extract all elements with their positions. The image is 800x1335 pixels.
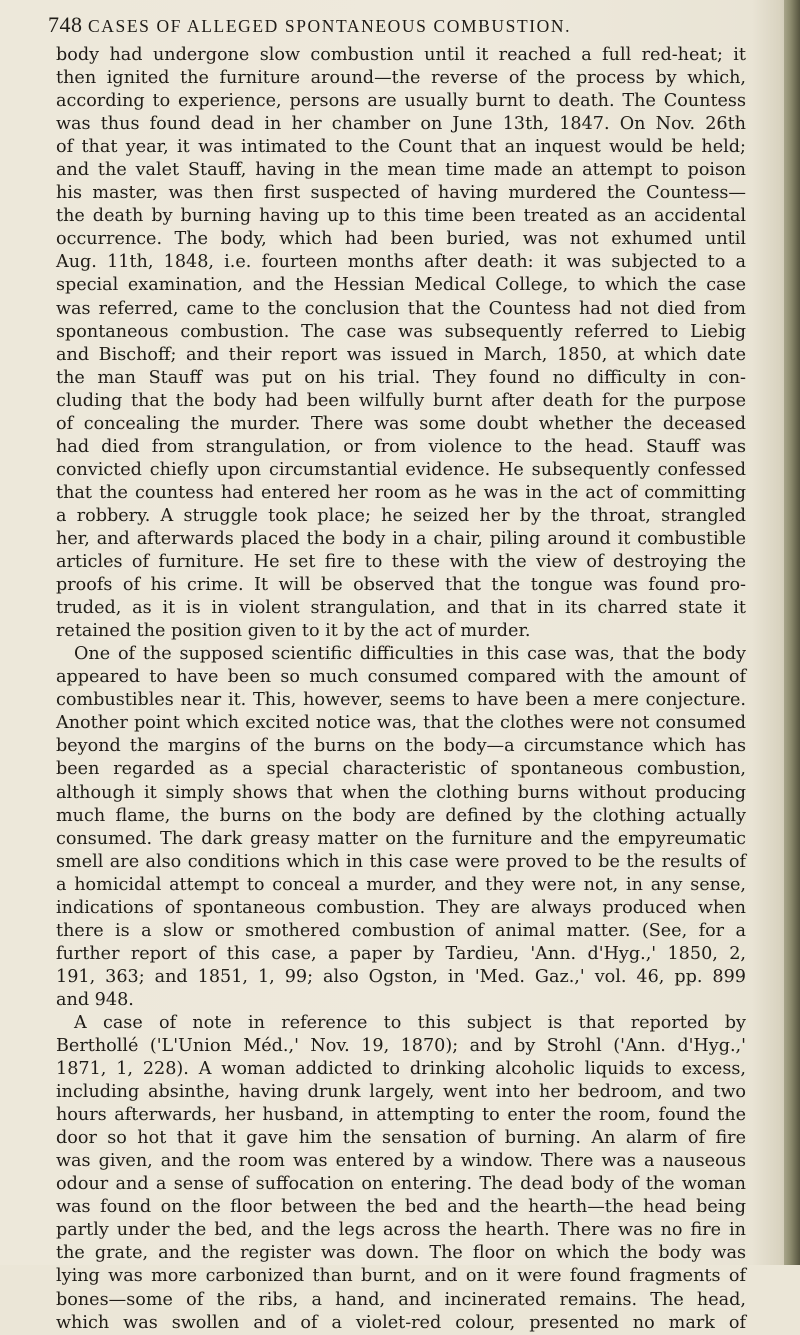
- text-line: of concealing the murder. There was some doubt whether the deceased: [56, 413, 746, 434]
- text-line: was thus found dead in her chamber on June 13th, 1847. On Nov. 26th: [56, 114, 746, 135]
- text-line: body had undergone slow combustion until it reached a full red-heat; it: [56, 45, 746, 65]
- text-line: which was swollen and of a violet-red colour, presented no mark of: [56, 1312, 746, 1333]
- text-line: combustibles near it. This, however, seems to have been a mere conjecture.: [56, 690, 746, 711]
- text-line: Another point which excited notice was, that the clothes were not consumed: [56, 713, 746, 734]
- text-line: occurrence. The body, which had been buried, was not exhumed until: [56, 229, 746, 250]
- text-line: smell are also conditions which in this case were proved to be the results of: [56, 851, 746, 872]
- text-line: of that year, it was intimated to the Count that an inquest would be held;: [56, 137, 746, 158]
- text-line: according to experience, persons are usually burnt to death. The Countess: [56, 91, 746, 112]
- page-header: [48, 12, 748, 42]
- text-line: been regarded as a special characteristic of spontaneous combustion,: [56, 759, 746, 780]
- text-line: truded, as it is in violent strangulation, and that in its charred state it: [56, 598, 746, 619]
- text-line: partly under the bed, and the legs across the hearth. There was no fire in: [56, 1220, 746, 1241]
- text-line: Aug. 11th, 1848, i.e. fourteen months after death: it was subjected to a: [56, 252, 746, 273]
- text-line: a homicidal attempt to conceal a murder, and they were not, in any sense,: [56, 874, 746, 895]
- text-line: a robbery. A struggle took place; he seized her by the throat, strangled: [56, 505, 746, 526]
- text-line: odour and a sense of suffocation on entering. The dead body of the woman: [56, 1174, 746, 1195]
- text-line: 191, 363; and 1851, 1, 99; also Ogston, in 'Med. Gaz.,' vol. 46, pp. 899: [56, 966, 746, 987]
- text-line: lying was more carbonized than burnt, and on it were found fragments of: [56, 1266, 746, 1287]
- text-line: cluding that the body had been wilfully burnt after death for the purpose: [56, 390, 746, 411]
- text-line: bones—some of the ribs, a hand, and incinerated remains. The head,: [56, 1289, 746, 1310]
- text-line: the grate, and the register was down. The floor on which the body was: [56, 1243, 746, 1264]
- text-line: the death by burning having up to this time been treated as an accidental: [56, 206, 746, 227]
- text-line: her, and afterwards placed the body in a chair, piling around it combustible: [56, 528, 746, 549]
- text-line: and Bischoff; and their report was issued in March, 1850, at which date: [56, 344, 746, 365]
- text-line: including absinthe, having drunk largely, went into her bedroom, and two: [56, 1082, 746, 1103]
- text-line: was given, and the room was entered by a window. There was a nauseous: [56, 1151, 746, 1172]
- text-line: much flame, the burns on the body are defined by the clothing actually: [56, 805, 746, 826]
- body-text: [56, 44, 746, 1335]
- text-line: Berthollé ('L'Union Méd.,' Nov. 19, 1870); and by Strohl ('Ann. d'Hyg.,': [56, 1036, 746, 1057]
- text-line: indications of spontaneous combustion. They are always produced when: [56, 897, 746, 918]
- text-line: had died from strangulation, or from violence to the head. Stauff was: [56, 436, 746, 457]
- text-line: and 948.: [56, 989, 134, 1010]
- text-line: and the valet Stauff, having in the mean time made an attempt to poison: [56, 160, 746, 181]
- text-line: there is a slow or smothered combustion of animal matter. (See, for a: [56, 920, 746, 941]
- running-head: CASES OF ALLEGED SPONTANEOUS COMBUSTION.: [88, 16, 572, 36]
- text-line: appeared to have been so much consumed compared with the amount of: [56, 667, 746, 688]
- text-line: 1871, 1, 228). A woman addicted to drinking alcoholic liquids to excess,: [56, 1059, 746, 1080]
- text-line: proofs of his crime. It will be observed that the tongue was found pro-: [56, 575, 746, 596]
- text-line: convicted chiefly upon circumstantial evidence. He subsequently confessed: [56, 459, 746, 480]
- text-line: door so hot that it gave him the sensation of burning. An alarm of fire: [56, 1128, 746, 1149]
- text-line: although it simply shows that when the clothing burns without producing: [56, 782, 746, 803]
- text-line: was found on the floor between the bed and the hearth—the head being: [56, 1197, 746, 1218]
- text-line: retained the position given to it by the act of murder.: [56, 621, 531, 642]
- text-line: consumed. The dark greasy matter on the furniture and the empyreumatic: [56, 828, 746, 849]
- text-line: his master, was then first suspected of having murdered the Countess—: [56, 183, 746, 204]
- text-line: beyond the margins of the burns on the body—a circumstance which has: [56, 736, 746, 757]
- text-line: that the countess had entered her room as he was in the act of committing: [56, 482, 746, 503]
- text-line: articles of furniture. He set fire to these with the view of destroying the: [56, 552, 746, 573]
- page-number: 748: [48, 12, 83, 37]
- text-line: spontaneous combustion. The case was subsequently referred to Liebig: [56, 321, 746, 342]
- text-line: further report of this case, a paper by Tardieu, 'Ann. d'Hyg.,' 1850, 2,: [56, 943, 746, 964]
- text-line: A case of note in reference to this subject is that reported by: [74, 1012, 746, 1033]
- text-line: hours afterwards, her husband, in attempting to enter the room, found the: [56, 1105, 746, 1126]
- text-line: the man Stauff was put on his trial. They found no difficulty in con-: [56, 367, 746, 388]
- text-line: was referred, came to the conclusion that the Countess had not died from: [56, 298, 746, 319]
- page-edge: [784, 0, 800, 1265]
- text-line: then ignited the furniture around—the reverse of the process by which,: [56, 68, 746, 89]
- text-line: One of the supposed scientific difficulties in this case was, that the body: [74, 644, 746, 665]
- text-line: special examination, and the Hessian Medical College, to which the case: [56, 275, 746, 296]
